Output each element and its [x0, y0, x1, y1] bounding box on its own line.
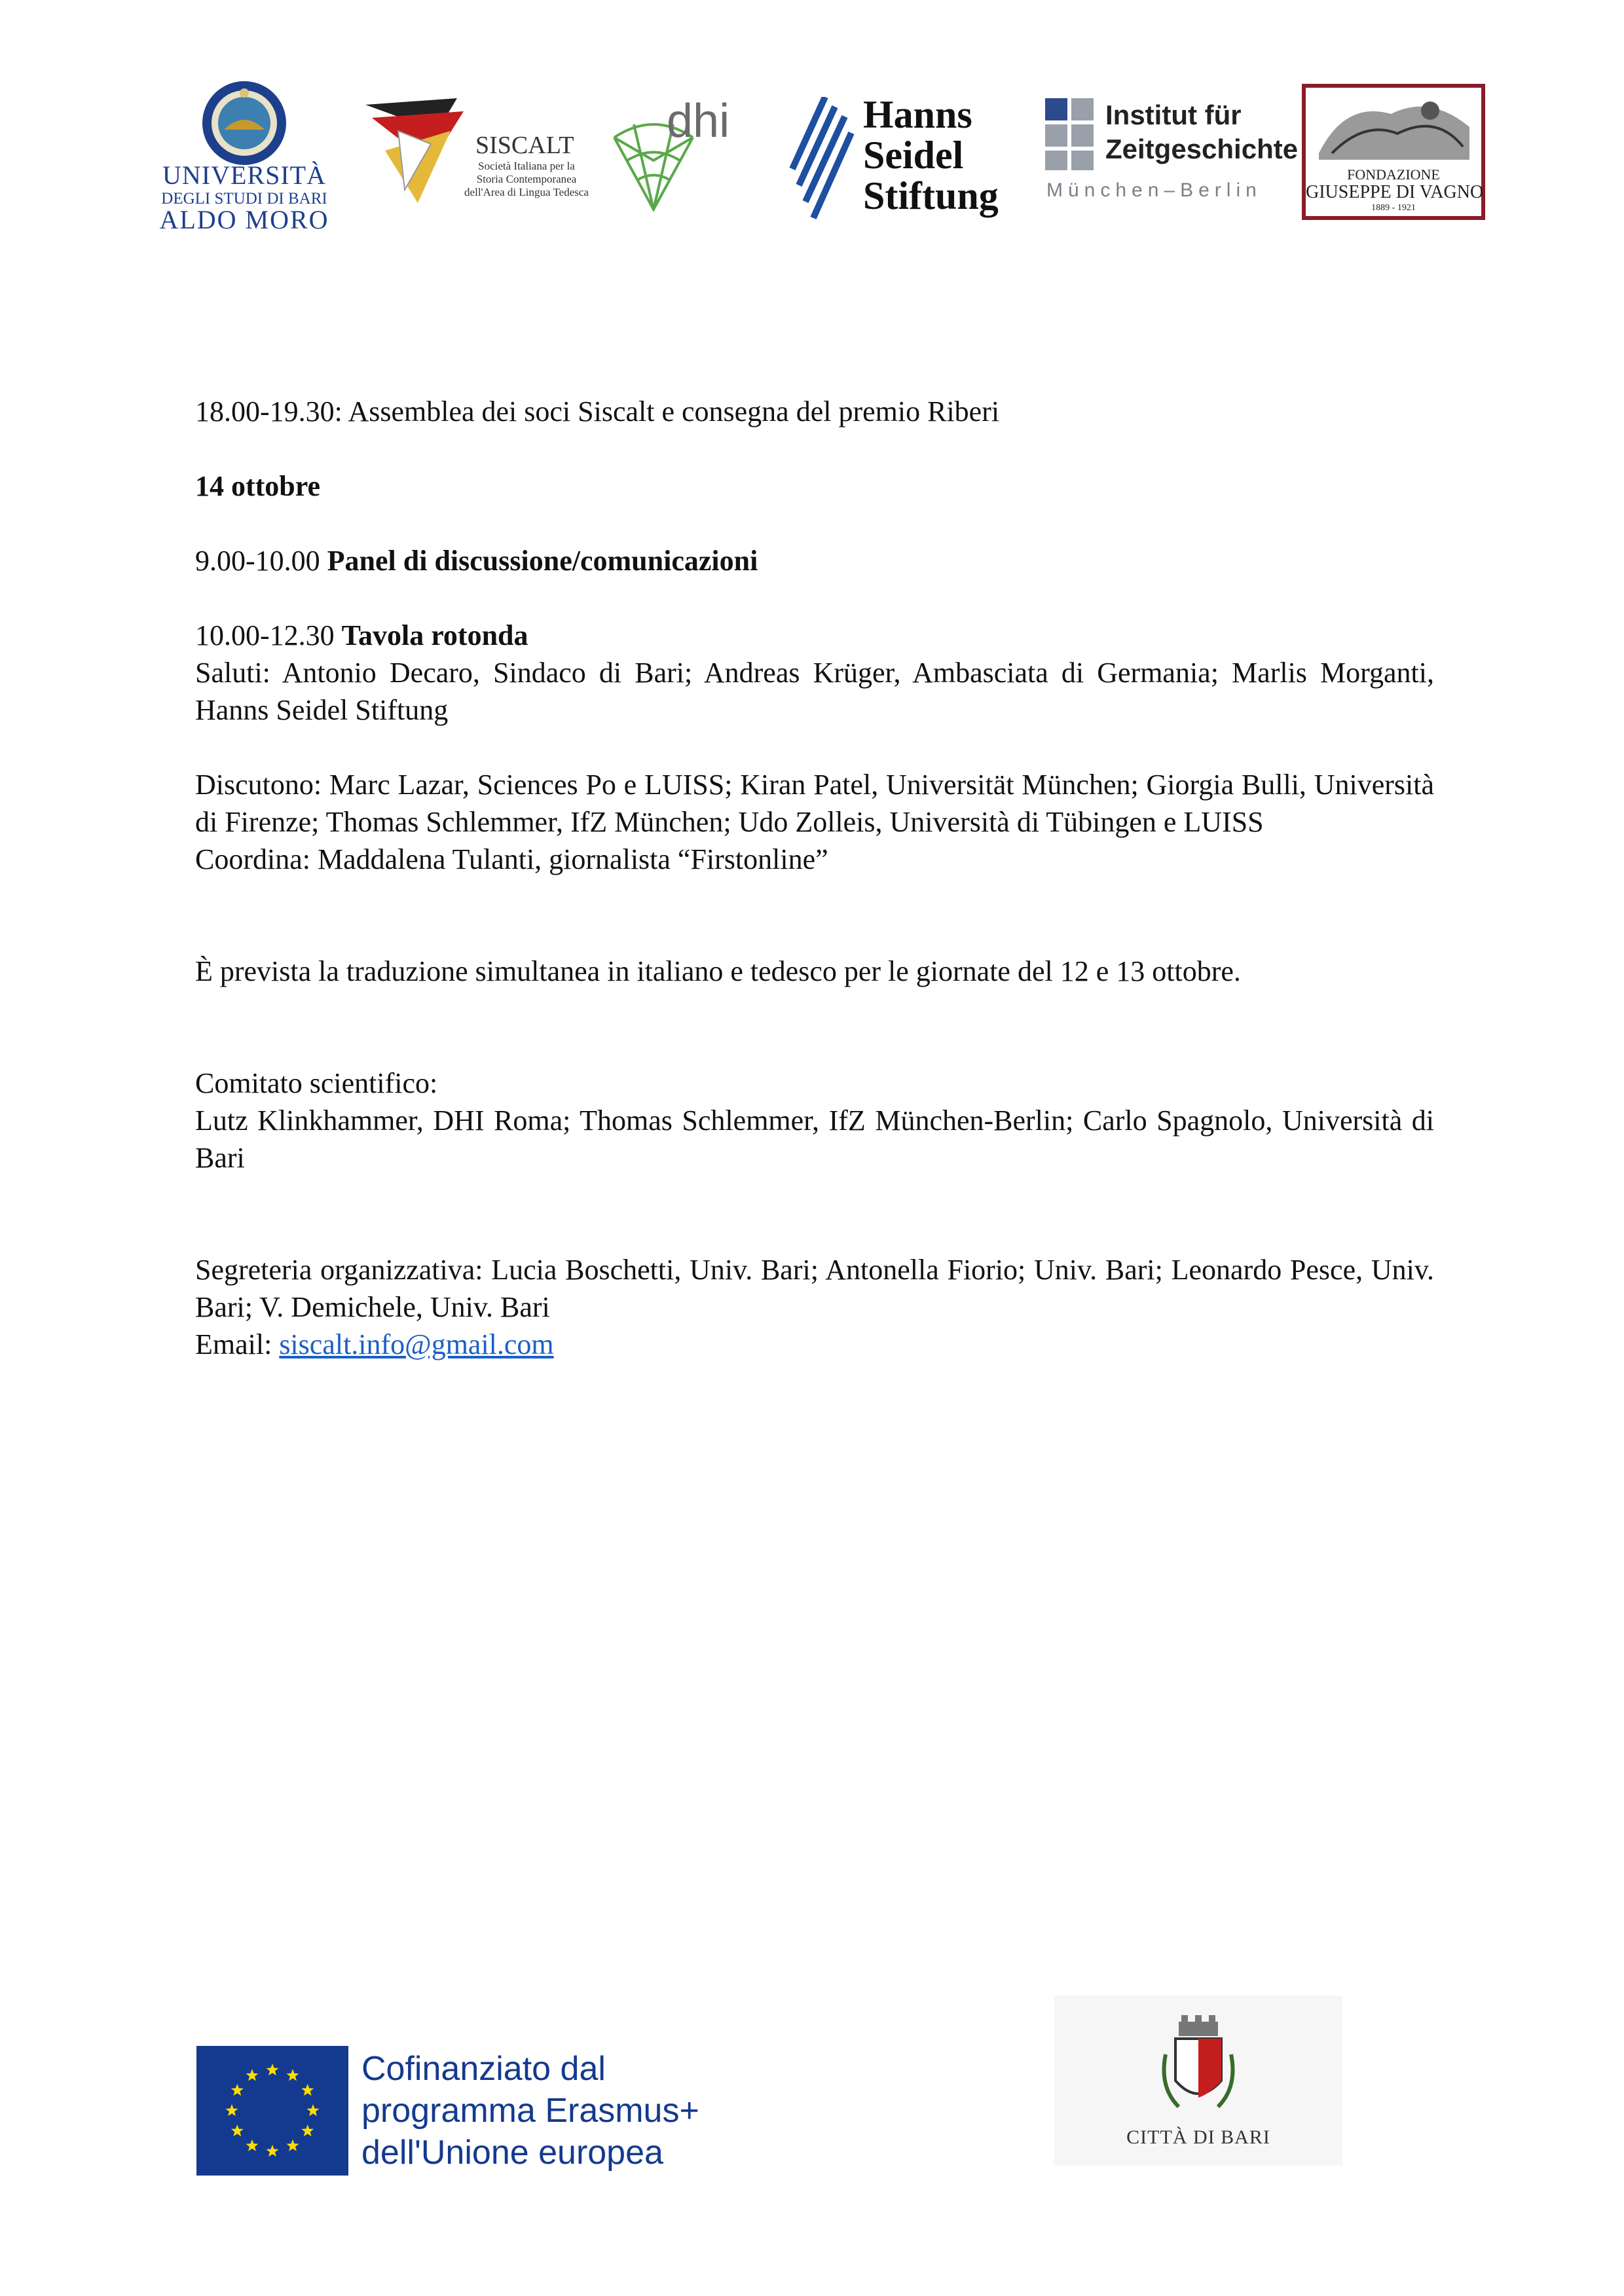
uniba-aldo-moro: ALDO MORO — [159, 205, 329, 234]
ifz-line3: München–Berlin — [1046, 179, 1262, 201]
erasmus-line3: dell'Unione europea — [361, 2134, 663, 2172]
siscalt-line1: Società Italiana per la — [478, 160, 575, 172]
uniba-logo — [156, 79, 333, 234]
dhi-name: dhi — [667, 95, 730, 147]
bari-coat-of-arms-icon — [1153, 2015, 1244, 2120]
email-link[interactable]: siscalt.info@gmail.com — [279, 1328, 554, 1360]
hss-line1: Hanns — [863, 93, 972, 136]
erasmus-line2: programma Erasmus+ — [361, 2092, 699, 2130]
eu-star — [301, 2124, 314, 2136]
ifz-line1: Institut für — [1105, 100, 1242, 130]
committee-members: Lutz Klinkhammer, DHI Roma; Thomas Schlemmer, IfZ München-Berlin; Carlo Spagnolo, Università di Bari — [195, 1104, 1434, 1174]
day-heading: 14 ottobre — [195, 470, 321, 502]
round-time: 10.00-12.30 — [195, 619, 335, 651]
eu-star — [267, 2145, 279, 2157]
eu-star — [231, 2124, 244, 2136]
eu-star — [267, 2064, 279, 2075]
hss-stripes-icon — [786, 97, 858, 221]
translation-note: È prevista la traduzione simultanea in italiano e tedesco per le giornate del 12 e 13 ottobre. — [195, 955, 1241, 987]
eu-star — [287, 2140, 299, 2151]
panel-line — [195, 542, 1434, 579]
eu-star — [287, 2069, 299, 2081]
siscalt-line2: Storia Contemporanea — [476, 173, 577, 185]
eu-star — [226, 2104, 238, 2116]
erasmus-line1: Cofinanziato dal — [361, 2050, 606, 2088]
assembly-line: 18.00-19.30: Assemblea dei soci Siscalt e consegna del premio Riberi — [195, 395, 1000, 428]
chair: Coordina: Maddalena Tulanti, giornalista “Firstonline” — [195, 843, 828, 875]
bari-label: CITTÀ DI BARI — [1126, 2126, 1270, 2148]
vagno-line1: FONDAZIONE — [1347, 166, 1440, 183]
uniba-name: UNIVERSITÀ — [162, 160, 326, 190]
siscalt-line3: dell'Area di Lingua Tedesca — [464, 186, 589, 198]
erasmus-text — [361, 2048, 699, 2174]
hss-line3: Stiftung — [863, 174, 999, 217]
ifz-squares-icon — [1045, 98, 1098, 170]
committee-label: Comitato scientifico: — [195, 1067, 438, 1099]
ifz-logo — [1045, 98, 1299, 210]
eu-star — [246, 2069, 259, 2081]
email-label: Email: — [195, 1328, 272, 1360]
siscalt-bird-icon — [359, 92, 477, 210]
siscalt-name: SISCALT — [475, 132, 574, 159]
eu-star — [301, 2084, 314, 2096]
eu-star — [246, 2140, 259, 2151]
greetings: Saluti: Antonio Decaro, Sindaco di Bari; Andreas Krüger, Ambasciata di Germania; Marlis Morganti, Hanns Seidel Stiftung — [195, 657, 1434, 726]
ifz-line2: Zeitgeschichte — [1105, 134, 1299, 164]
hss-line2: Seidel — [863, 134, 964, 177]
uniba-subtitle: DEGLI STUDI DI BARI — [161, 190, 327, 208]
eu-star — [307, 2104, 320, 2116]
siscalt-logo — [359, 92, 588, 210]
dhi-logo — [608, 95, 758, 216]
citta-di-bari-logo — [1054, 1995, 1342, 2166]
hss-logo — [786, 93, 1022, 221]
vagno-logo — [1302, 84, 1485, 220]
secretariat: Segreteria organizzativa: Lucia Boschetti, Univ. Bari; Antonella Fiorio; Univ. Bari; Leonardo Pesce, Univ. Bari; V. Demichele, Univ. Bari — [195, 1254, 1434, 1323]
round-title: Tavola rotonda — [341, 619, 528, 651]
panel-title: Panel di discussione/comunicazioni — [327, 545, 758, 577]
panel-time: 9.00-10.00 — [195, 545, 320, 577]
program-text — [195, 393, 1434, 1363]
eu-flag — [196, 2046, 348, 2176]
vagno-engraving-icon — [1306, 88, 1481, 166]
round-line — [195, 617, 1434, 654]
eu-stars-icon — [196, 2046, 348, 2176]
discussants: Discutono: Marc Lazar, Sciences Po e LUISS; Kiran Patel, Universität München; Giorgia Bulli, Università di Firenze; Thomas Schlemmer, IfZ München; Udo Zolleis, Università di Tübingen e LUISS — [195, 769, 1434, 838]
vagno-line2: GIUSEPPE DI VAGNO — [1306, 182, 1484, 202]
vagno-line3: 1889 - 1921 — [1371, 203, 1416, 213]
email-line — [195, 1326, 1434, 1363]
eu-star — [231, 2084, 244, 2096]
